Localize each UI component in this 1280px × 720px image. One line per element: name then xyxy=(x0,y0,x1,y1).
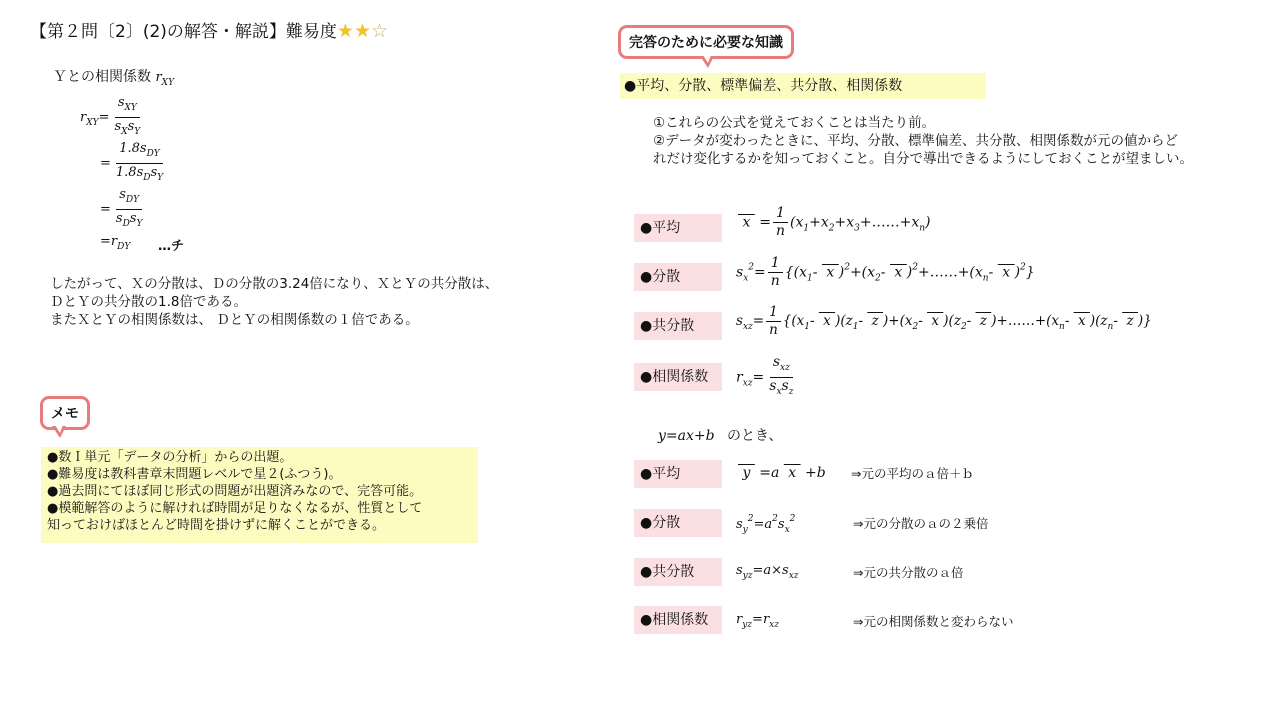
formula-variance: $s_x^2=$ $\frac{1}{n}$ {($x_1-$ x )$^2+(x_2-$ x )$^2+\dots\dots+(x_n-$ x )$^2$} xyxy=(736,255,1035,289)
formula-mean: x = $\frac{1}{n}$ $(x_1+x_2+x_3+\dots\dots+x_n)$ xyxy=(738,205,931,239)
label-covariance: ●共分散 xyxy=(634,312,722,340)
knowledge-callout-label: 完答のために必要な知識 xyxy=(629,35,783,51)
formula-covariance-transformed: $s_{yz}=a\times s_{xz}$ xyxy=(736,563,799,581)
derivation-step-4: $=r_{DY}$ xyxy=(100,234,131,252)
derivation-step-3: = $\frac{s_{DY}}{s_Ds_Y}$ xyxy=(100,187,143,229)
page-title xyxy=(30,17,388,42)
conclusion-line: またＸとＹの相関係数は、 ＤとＹの相関係数の１倍である。 xyxy=(50,312,419,328)
memo-line: ●難易度は教科書章末問題レベルで星２(ふつう)。 xyxy=(47,467,342,482)
label-correlation-transformed: ●相関係数 xyxy=(634,606,722,634)
label-mean: ●平均 xyxy=(634,214,722,242)
label-variance: ●分散 xyxy=(634,263,722,291)
label-variance-transformed: ●分散 xyxy=(634,509,722,537)
knowledge-callout-tail-inner xyxy=(703,55,711,63)
knowledge-line: ①これらの公式を覚えておくことは当たり前。 xyxy=(653,115,936,131)
answer-mark: …チ xyxy=(158,239,185,254)
title-text: 【第２問〔2〕(2)の解答・解説】難易度 xyxy=(30,22,337,42)
memo-line: ●過去問にてほぼ同じ形式の問題が出題済みなので、完答可能。 xyxy=(47,484,423,499)
label-correlation: ●相関係数 xyxy=(634,363,722,391)
memo-callout-tail-inner xyxy=(55,425,63,433)
note-correlation: ⇒元の相関係数と変わらない xyxy=(853,614,1014,629)
formula-correlation-transformed: $r_{yz}=r_{xz}$ xyxy=(736,612,779,630)
formula-correlation: $r_{xz}=$ $\frac{s_{xz}}{s_xs_z}$ xyxy=(736,354,794,397)
conclusion-line: したがって、Ｘの分散は、Ｄの分散の3.24倍になり、ＸとＹの共分散は、 xyxy=(50,276,499,292)
memo-line: 知っておけばほとんど時間を掛けずに解くことができる。 xyxy=(47,518,386,533)
conclusion-paragraph xyxy=(50,275,498,329)
knowledge-line: ②データが変わったときに、平均、分散、標準偏差、共分散、相関係数が元の値からど xyxy=(653,133,1178,149)
derivation-step-2: = $\frac{1.8s_{DY}}{1.8s_Ds_Y}$ xyxy=(100,141,164,183)
conclusion-line: ＤとＹの共分散の1.8倍である。 xyxy=(50,294,247,310)
transform-condition xyxy=(658,425,782,445)
topic-banner: ●平均、分散、標準偏差、共分散、相関係数 xyxy=(620,73,986,99)
memo-line: ●数Ｉ単元「データの分析」からの出題。 xyxy=(47,450,293,465)
note-variance: ⇒元の分散のａの２乗倍 xyxy=(853,516,989,531)
knowledge-line: れだけ変化するかを知っておくこと。自分で導出できるようにしておくことが望ましい。 xyxy=(653,151,1193,167)
star-icon: ★ xyxy=(336,20,354,42)
note-covariance: ⇒元の共分散のａ倍 xyxy=(853,565,964,580)
empty-star-icon: ☆ xyxy=(371,20,389,42)
r-xy-symbol: $r_{XY}$ xyxy=(155,70,175,88)
label-mean-transformed: ●平均 xyxy=(634,460,722,488)
star-icon: ★ xyxy=(353,20,371,42)
formula-mean-transformed: y =a x +b xyxy=(738,465,826,481)
derivation-step-1: $r_{XY}=$ $\frac{s_{XY}}{s_Xs_Y}$ xyxy=(80,95,141,137)
memo-callout-label: メモ xyxy=(51,406,79,422)
memo-box xyxy=(41,447,478,543)
correlation-heading xyxy=(53,66,174,88)
transform-condition-text: のとき、 xyxy=(727,428,783,444)
note-mean: ⇒元の平均のａ倍＋ｂ xyxy=(851,466,974,481)
transform-equation: y=ax+b xyxy=(658,428,715,444)
label-covariance-transformed: ●共分散 xyxy=(634,558,722,586)
memo-callout xyxy=(40,396,90,430)
formula-variance-transformed: $s_y^2=a^2s_x^2$ xyxy=(736,514,796,535)
formula-covariance: $s_{xz}=$ $\frac{1}{n}$ {($x_1-$ x )($z_1-$ z )$+(x_2-$ x )($z_2-$ z )$+\dots\dots+(x_n-$ x )($z_n-$ z )} xyxy=(736,304,1152,338)
knowledge-text xyxy=(653,114,1193,168)
memo-line: ●模範解答のように解ければ時間が足りなくなるが、性質として xyxy=(47,501,423,516)
knowledge-callout xyxy=(618,25,794,59)
correlation-label: Ｙとの相関係数 xyxy=(53,69,151,85)
